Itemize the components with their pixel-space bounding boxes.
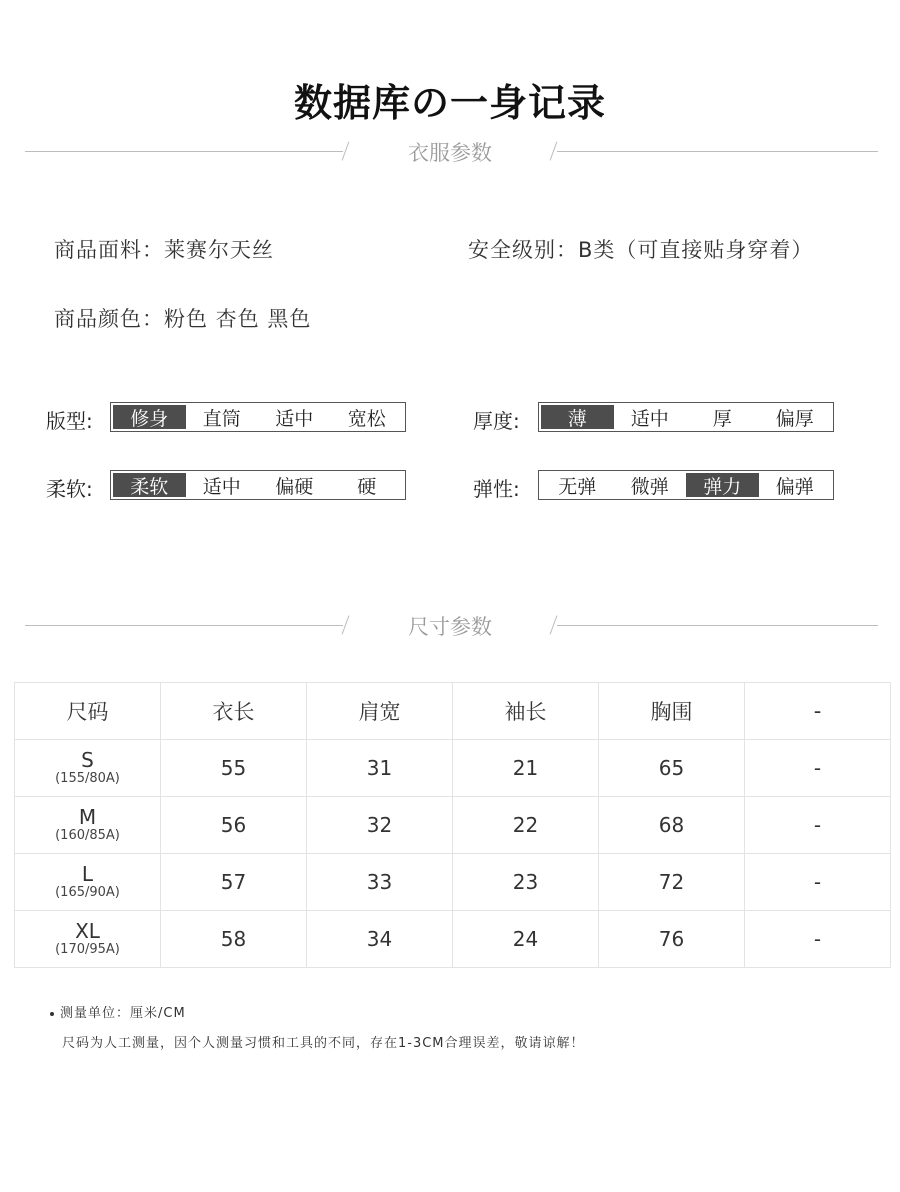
size-name: L	[81, 862, 94, 886]
bullet-icon	[50, 1012, 54, 1016]
length-cell: 56	[161, 797, 307, 854]
disclaimer-note: 尺码为人工测量，因个人测量习惯和工具的不同，存在1-3CM合理误差，敬请谅解！	[62, 1036, 585, 1051]
softness-option: 偏硬	[275, 475, 314, 498]
elasticity-label: 弹性:	[473, 477, 520, 501]
sleeve-cell: 21	[453, 740, 599, 797]
size-name: XL	[75, 919, 100, 943]
fabric-label: 商品面料：	[54, 238, 164, 262]
shoulder-cell: 34	[307, 911, 453, 968]
extra-cell: -	[745, 854, 891, 911]
chest-cell: 68	[599, 797, 745, 854]
measure-unit-text: 测量单位：厘米/CM	[60, 1006, 186, 1021]
softness-option: 硬	[357, 475, 377, 498]
extra-cell: -	[745, 740, 891, 797]
shoulder-cell: 32	[307, 797, 453, 854]
safety-label: 安全级别：	[468, 238, 578, 262]
section-divider-size	[0, 611, 900, 641]
thickness-option: 偏厚	[775, 407, 814, 430]
color-info	[54, 303, 311, 333]
elasticity-option: 微弹	[630, 475, 669, 498]
fabric-value: 莱赛尔天丝	[164, 238, 274, 262]
length-cell: 57	[161, 854, 307, 911]
safety-value: B类（可直接贴身穿着）	[578, 238, 814, 262]
section-divider-clothes	[0, 137, 900, 167]
size-spec: (165/90A)	[55, 885, 120, 900]
size-cell	[15, 740, 161, 797]
shoulder-cell: 33	[307, 854, 453, 911]
size-name: M	[78, 805, 97, 829]
header-sleeve: 袖长	[453, 683, 599, 740]
header-extra: -	[745, 683, 891, 740]
divider-line-right	[557, 625, 878, 626]
table-row	[15, 854, 891, 911]
thickness-scale	[538, 402, 834, 432]
size-name: S	[81, 748, 94, 772]
softness-label: 柔软:	[46, 477, 93, 501]
size-cell	[15, 911, 161, 968]
thickness-option: 适中	[630, 407, 669, 430]
chest-cell: 76	[599, 911, 745, 968]
thickness-label: 厚度:	[473, 409, 520, 433]
size-spec: (170/95A)	[55, 942, 120, 957]
divider-line-left	[25, 625, 343, 626]
header-chest: 胸围	[599, 683, 745, 740]
size-cell	[15, 854, 161, 911]
page-title: 数据库の一身记录	[293, 81, 606, 125]
color-label: 商品颜色：	[54, 307, 164, 331]
header-shoulder: 肩宽	[307, 683, 453, 740]
fit-label: 版型:	[46, 409, 93, 433]
chest-cell: 72	[599, 854, 745, 911]
table-row	[15, 797, 891, 854]
section-title-size: 尺寸参数	[408, 615, 492, 639]
table-row	[15, 740, 891, 797]
fit-option: 修身	[113, 405, 186, 429]
header-size: 尺码	[15, 683, 161, 740]
size-cell	[15, 797, 161, 854]
table-row	[15, 911, 891, 968]
size-spec: (155/80A)	[55, 771, 120, 786]
softness-option: 柔软	[113, 473, 186, 497]
elasticity-option: 无弹	[558, 475, 597, 498]
extra-cell: -	[745, 797, 891, 854]
sleeve-cell: 24	[453, 911, 599, 968]
header-length: 衣长	[161, 683, 307, 740]
shoulder-cell: 31	[307, 740, 453, 797]
length-cell: 55	[161, 740, 307, 797]
measure-unit-note	[50, 1002, 186, 1021]
fit-option: 宽松	[347, 407, 386, 430]
size-table	[14, 682, 891, 968]
size-spec: (160/85A)	[55, 828, 120, 843]
fabric-info	[54, 234, 274, 264]
sleeve-cell: 23	[453, 854, 599, 911]
elasticity-option: 偏弹	[775, 475, 814, 498]
color-value: 粉色 杏色 黑色	[164, 307, 312, 331]
elasticity-scale	[538, 470, 834, 500]
thickness-option: 厚	[712, 407, 732, 430]
section-title-clothes: 衣服参数	[408, 141, 492, 165]
extra-cell: -	[745, 911, 891, 968]
safety-info	[468, 234, 813, 264]
chest-cell: 65	[599, 740, 745, 797]
sleeve-cell: 22	[453, 797, 599, 854]
elasticity-option: 弹力	[686, 473, 759, 497]
softness-option: 适中	[202, 475, 241, 498]
fit-option: 适中	[275, 407, 314, 430]
thickness-option: 薄	[541, 405, 614, 429]
softness-scale	[110, 470, 406, 500]
divider-line-right	[557, 151, 878, 152]
fit-scale	[110, 402, 406, 432]
length-cell: 58	[161, 911, 307, 968]
divider-line-left	[25, 151, 343, 152]
size-table-header-row	[15, 683, 891, 740]
fit-option: 直筒	[202, 407, 241, 430]
